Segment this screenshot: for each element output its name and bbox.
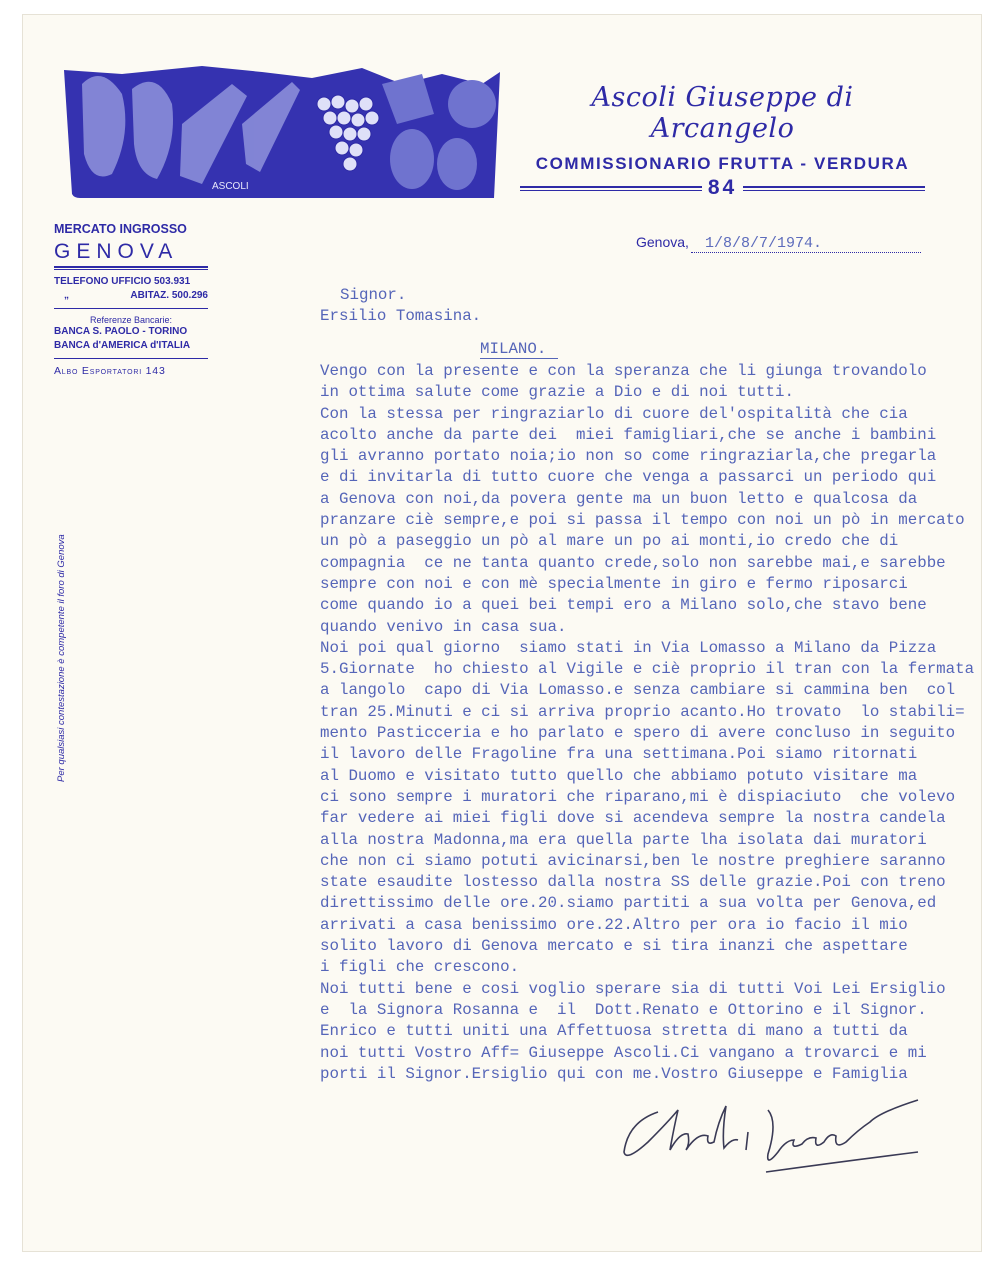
letter-line: tran 25.Minuti e ci si arriva proprio acanto.Ho trovato lo stabili=: [320, 702, 965, 721]
letter-line: a Genova con noi,da povera gente ma un buon letto e qualcosa da: [320, 489, 918, 508]
letter-line: gli avranno portato noia;io non so come ringraziarla,che pregarla: [320, 447, 937, 466]
date-value: 1/8/8/7/1974.: [691, 235, 921, 253]
letter-line: Enrico e tutti uniti una Affettuosa stretta di mano a tutti da: [320, 1022, 908, 1041]
letter-line: mento Pasticceria e ho parlato e spero di avere concluso in seguito: [320, 724, 956, 743]
letter-line: far vedere ai miei figli dove si acendeva sempre la nostra candela: [320, 809, 946, 828]
letter-line: porti il Signor.Ersiglio qui con me.Vostro Giuseppe e Famiglia: [320, 1064, 908, 1083]
letter-line: quando venivo in casa sua.: [320, 617, 567, 636]
company-name: Ascoli Giuseppe di Arcangelo: [591, 82, 854, 144]
date-line: [636, 234, 921, 253]
letter-line: arrivati a casa benissimo ore.22.Altro per ora io facio il mio: [320, 915, 908, 934]
letter-line: Noi tutti bene e cosi voglio sperare sia di tutti Voi Lei Ersiglio: [320, 979, 946, 998]
fruit-vegetable-illustration: [62, 64, 502, 200]
letter-line: sempre con noi e con mè specialmente in giro e fermo riposarci: [320, 574, 908, 593]
letter-line: 5.Giornate ho chiesto al Vigile e ciè proprio il tran con la fermata: [320, 660, 975, 679]
bank-2: BANCA d'AMERICA d'ITALIA: [54, 340, 191, 351]
salutation: Signor.: [340, 286, 407, 304]
letter-line: direttissimo delle ore.20.siamo partiti a sua volta per Genova,ed: [320, 894, 937, 913]
albo-label: Albo Esportatori 143: [54, 365, 166, 377]
letter-line: in ottima salute come grazie a Dio e di noi tutti.: [320, 383, 794, 402]
recipient: Ersilio Tomasina.: [320, 307, 482, 325]
letter-line: Con la stessa per ringraziarlo di cuore del'ospitalità che cia: [320, 404, 908, 423]
letter-line: state esaudite lostesso dalla nostra SS delle grazie.Poi con treno: [320, 873, 946, 892]
letter-line: e di invitarla di tutto cuore che venga a passarci un periodo qui: [320, 468, 937, 487]
letter-line: un pò a paseggio un pò al mare un po ai monti,io credo che di: [320, 532, 899, 551]
jurisdiction-note: Per qualsiasi contestazione è competente il foro di Genova: [56, 534, 67, 782]
divider: [520, 186, 702, 191]
letter-line: ci sono sempre i muratori che riparano,mi è dispiaciuto che volevo: [320, 787, 956, 806]
letter-line: che non ci siamo potuti avicinarsi,ben le nostre preghiere saranno: [320, 851, 946, 870]
letter-line: compagnia ce ne tanta quanto crede,solo non sarebbe mai,e sarebbe: [320, 553, 946, 572]
company-subtitle: COMMISSIONARIO FRUTTA - VERDURA: [535, 154, 910, 173]
bank-ref-label: Referenze Bancarie:: [89, 315, 173, 325]
letter-line: e la Signora Rosanna e il Dott.Renato e Ottorino e il Signor.: [320, 1000, 927, 1019]
letter-line: come quando io a quei bei tempi ero a Milano solo,che stavo bene: [320, 596, 927, 615]
letter-line: Vengo con la presente e con la speranza che li giunga trovandolo: [320, 362, 927, 380]
recipient-city: MILANO.: [480, 340, 558, 359]
letter-line: solito lavoro di Genova mercato e si tira inanzi che aspettare: [320, 937, 908, 956]
letter-line: il lavoro delle Fragoline fra una settimana.Poi siamo ritornati: [320, 745, 918, 764]
sidebar-info: [54, 222, 208, 377]
letter-line: noi tutti Vostro Aff= Giuseppe Ascoli.Ci vangano a trovarci e mi: [320, 1043, 927, 1062]
letter-line: acolto anche da parte dei miei famigliari,che se anche i bambini: [320, 425, 937, 444]
company-number: 84: [707, 176, 738, 199]
date-label: Genova,: [636, 234, 689, 250]
city-label: GENOVA: [54, 240, 179, 263]
divider: [54, 266, 208, 270]
market-label: MERCATO INGROSSO: [54, 222, 187, 236]
letter-line: a langolo capo di Via Lomasso.e senza cambiare si cammina ben col: [320, 681, 956, 700]
divider: [54, 358, 208, 359]
letter-line: pranzare ciè sempre,e poi si passa il tempo con noi un pò in mercato: [320, 511, 965, 530]
letter-body: [320, 361, 974, 1085]
phone-office: TELEFONO UFFICIO 503.931: [54, 276, 191, 287]
illustration-label: ASCOLI: [212, 181, 249, 192]
ditto-mark: „: [64, 290, 69, 301]
company-header: [520, 82, 925, 200]
divider: [743, 186, 925, 191]
letter-line: al Duomo e visitato tutto quello che abbiamo potuto visitare ma: [320, 766, 918, 785]
letter-line: Noi poi qual giorno siamo stati in Via Lomasso a Milano da Pizza: [320, 638, 937, 657]
divider: [54, 308, 208, 309]
letter-line: i figli che crescono.: [320, 958, 520, 977]
handwritten-signature: [618, 1092, 930, 1182]
bank-1: BANCA S. PAOLO - TORINO: [54, 326, 188, 337]
letter-line: alla nostra Madonna,ma era quella parte lha isolata dai muratori: [320, 830, 927, 849]
phone-home: ABITAZ. 500.296: [130, 290, 208, 301]
